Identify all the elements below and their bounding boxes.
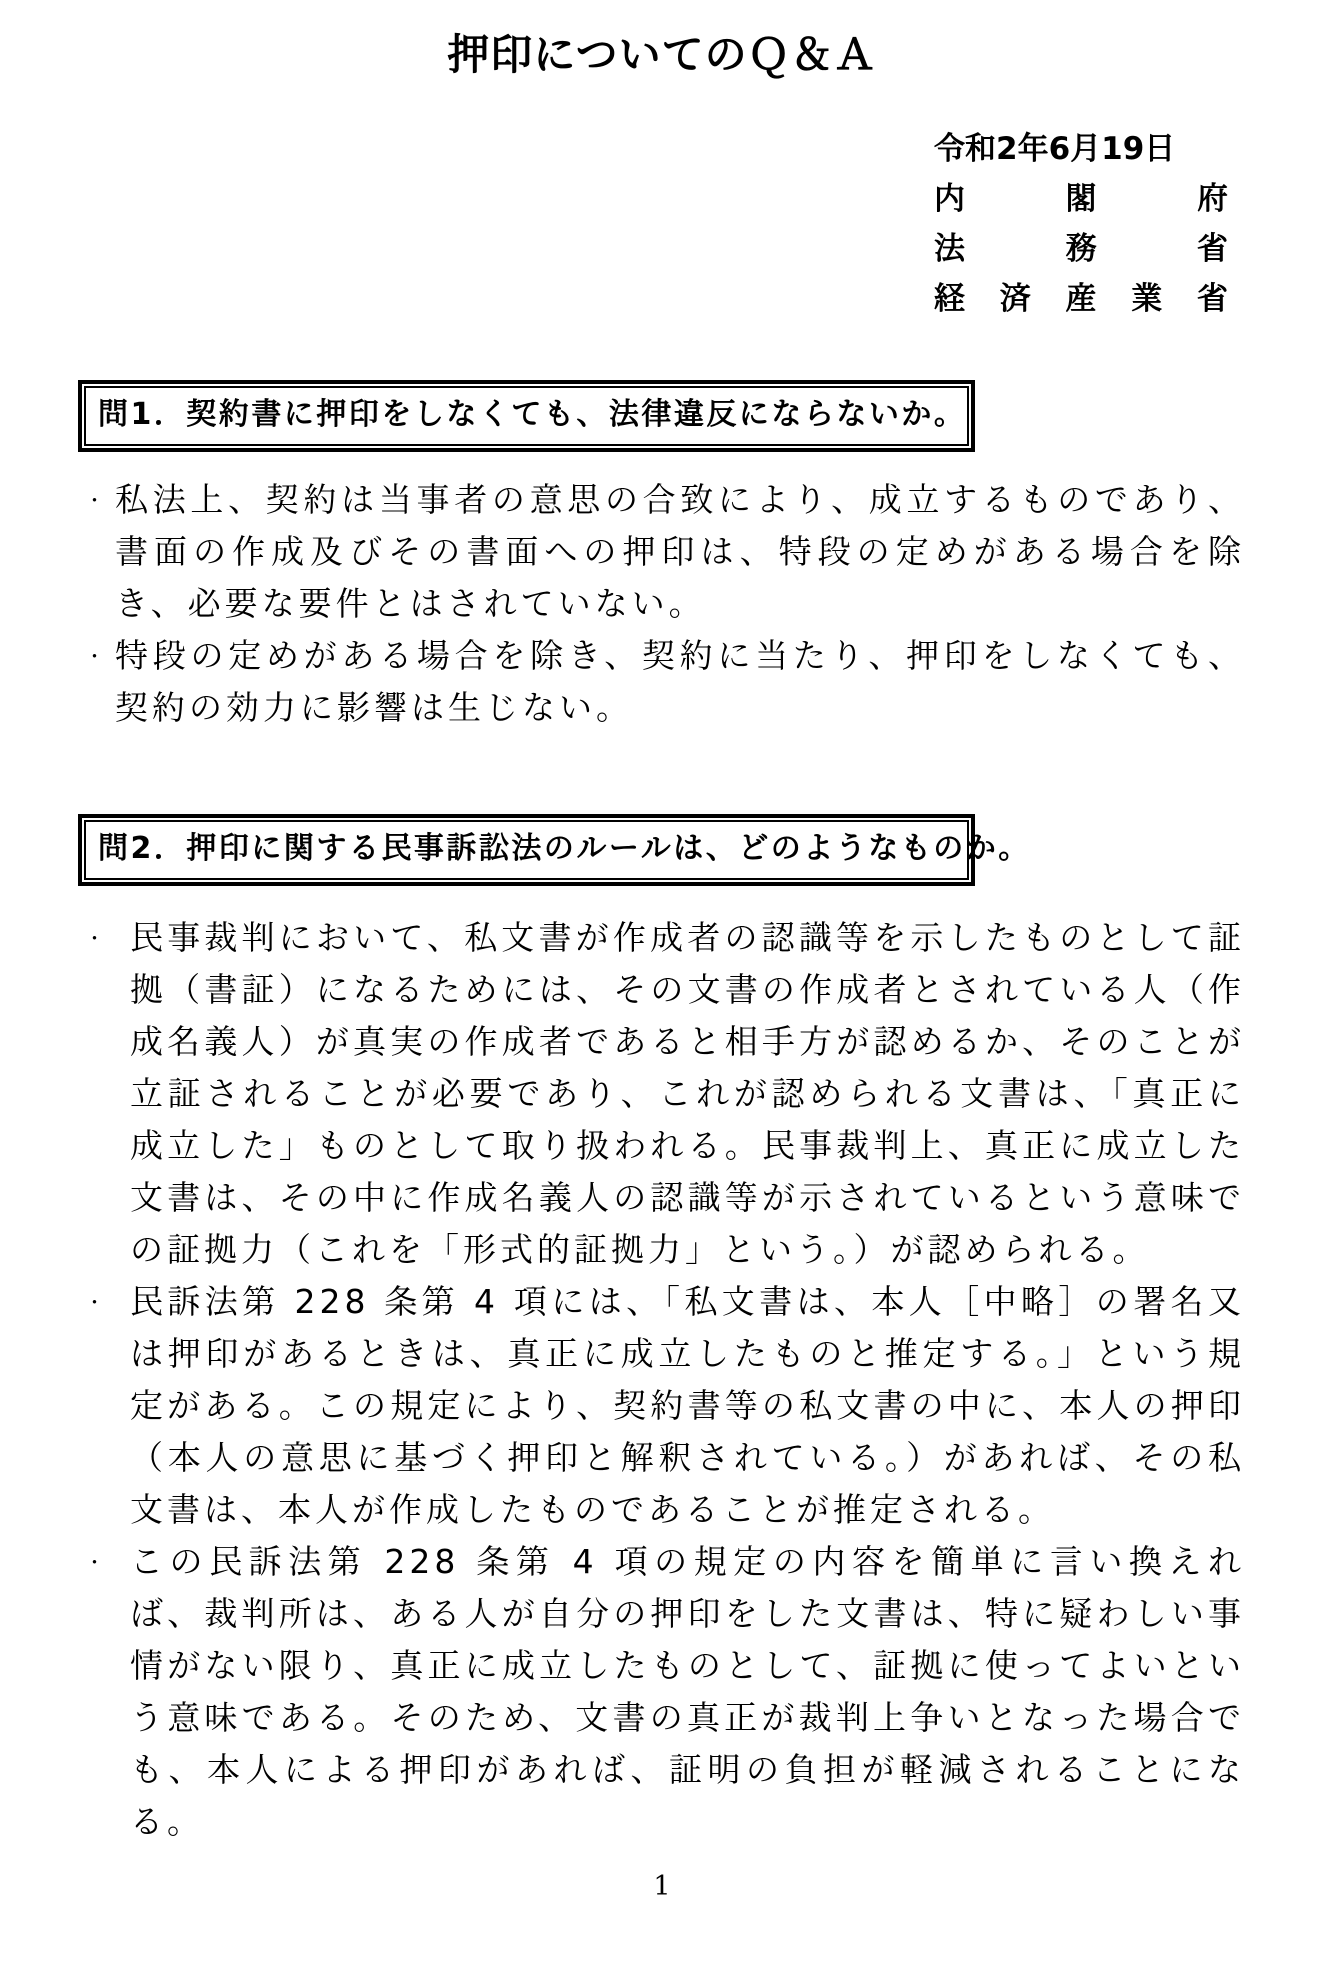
section-q1 <box>0 380 1324 734</box>
q2-bullet-2-text: 民訴法第 228 条第 4 項には、「私文書は、本人［中略］の署名又は押印があるときは、真正に成立したものと推定する。」という規定がある。この規定により、契約書等の私文書の中に、本人の押印（本人の意思に基づく押印と解釈されている。）があれば、その私文書は、本人が作成したものであることが推定される。 <box>130 1282 1245 1529</box>
organization-cabinet-office: 内 閣 府 <box>934 181 1228 217</box>
q2-bullet-3-text: この民訴法第 228 条第 4 項の規定の内容を簡単に言い換えれば、裁判所は、ある人が自分の押印をした文書は、特に疑わしい事情がない限り、真正に成立したものとして、証拠に使ってよいという意味である。そのため、文書の真正が裁判上争いとなった場合でも、本人による押印があれば、証明の負担が軽減されることになる。 <box>130 1542 1246 1841</box>
bullet-dot-icon: ・ <box>85 1552 105 1574</box>
bullet-dot-icon: ・ <box>85 646 105 668</box>
q1-bullet-list <box>0 474 1324 734</box>
list-item <box>85 1536 1245 1848</box>
date-org-block <box>934 124 1228 324</box>
q1-bullet-2-text: 特段の定めがある場合を除き、契約に当たり、押印をしなくても、契約の効力に影響は生じない。 <box>115 636 1245 727</box>
q1-heading-box <box>78 380 975 452</box>
q2-heading-box <box>78 814 1031 886</box>
bullet-dot-icon: ・ <box>85 1292 105 1314</box>
organization-ministry-of-justice: 法 務 省 <box>934 231 1228 267</box>
list-item <box>85 474 1245 630</box>
page-number: 1 <box>653 1871 671 1902</box>
page-title: 押印についてのＱ＆Ａ <box>447 30 877 79</box>
list-item <box>85 1276 1245 1536</box>
q2-bullet-1-text: 民事裁判において、私文書が作成者の認識等を示したものとして証拠（書証）になるためには、その文書の作成者とされている人（作成名義人）が真実の作成者であると相手方が認めるか、そのことが立証されることが必要であり、これが認められる文書は、「真正に成立した」ものとして取り扱われる。民事裁判上、真正に成立した文書は、その中に作成名義人の認識等が示されているという意味での証拠力（これを「形式的証拠力」という。）が認められる。 <box>130 918 1245 1269</box>
list-item <box>85 912 1245 1276</box>
q1-bullet-1-text: 私法上、契約は当事者の意思の合致により、成立するものであり、書面の作成及びその書面への押印は、特段の定めがある場合を除き、必要な要件とはされていない。 <box>115 480 1245 623</box>
document-date: 令和2年6月19日 <box>934 131 1176 167</box>
bullet-dot-icon: ・ <box>85 928 105 950</box>
section-q2 <box>0 814 1324 1848</box>
bullet-dot-icon: ・ <box>85 490 105 512</box>
q1-heading: 問1．契約書に押印をしなくても、法律違反にならないか。 <box>84 386 969 446</box>
organization-meti: 経 済 産 業 省 <box>934 281 1228 317</box>
q2-heading: 問2．押印に関する民事訴訟法のルールは、どのようなものか。 <box>84 820 969 880</box>
q2-bullet-list <box>0 912 1324 1848</box>
list-item <box>85 630 1245 734</box>
